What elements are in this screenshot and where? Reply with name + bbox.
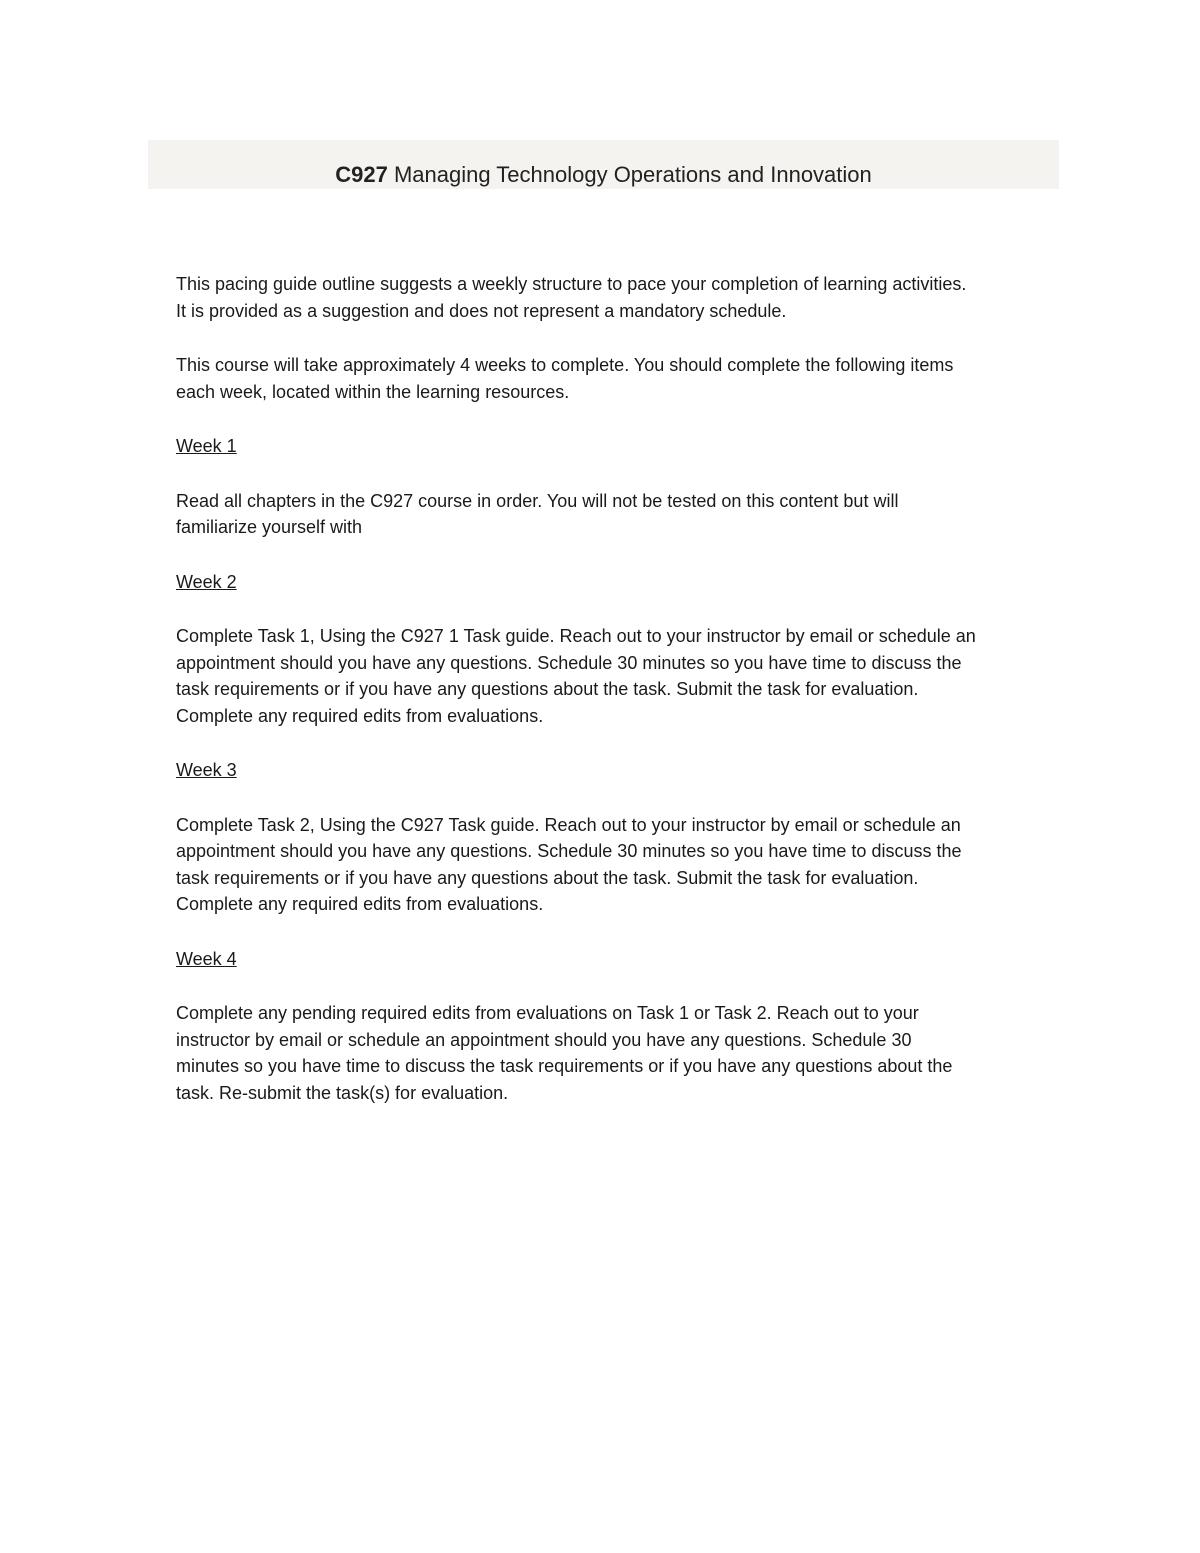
intro-paragraph-1 bbox=[176, 271, 1056, 324]
text-line: Complete any pending required edits from evaluations on Task 1 or Task 2. Reach out to your bbox=[176, 1003, 919, 1023]
week-3-heading: Week 3 bbox=[176, 760, 237, 780]
week-3-text bbox=[176, 812, 1056, 918]
text-line: It is provided as a suggestion and does not represent a mandatory schedule. bbox=[176, 300, 787, 321]
text-line: instructor by email or schedule an appointment should you have any questions. Schedule 30 bbox=[176, 1029, 912, 1050]
week-4-text bbox=[176, 1000, 1056, 1106]
text-line: each week, located within the learning resources. bbox=[176, 381, 570, 402]
course-name: Managing Technology Operations and Innovation bbox=[387, 162, 872, 187]
course-code: C927 bbox=[335, 162, 388, 187]
week-2-text bbox=[176, 623, 1056, 729]
week-4-heading: Week 4 bbox=[176, 948, 237, 969]
text-line: Complete any required edits from evaluations. bbox=[176, 705, 544, 726]
text-line: appointment should you have any questions. Schedule 30 minutes so you have time to discuss the bbox=[176, 841, 962, 861]
text-line: This course will take approximately 4 weeks to complete. You should complete the following items bbox=[176, 355, 954, 375]
text-line: task. Re-submit the task(s) for evaluation. bbox=[176, 1082, 509, 1103]
text-line: task requirements or if you have any questions about the task. Submit the task for evaluation. bbox=[176, 679, 919, 699]
page-title bbox=[148, 160, 1059, 190]
week-1-heading: Week 1 bbox=[176, 436, 237, 456]
text-line: minutes so you have time to discuss the task requirements or if you have any questions about the bbox=[176, 1056, 953, 1076]
week-1-text bbox=[176, 488, 1056, 541]
text-line: Complete any required edits from evaluations. bbox=[176, 894, 544, 914]
text-line: Complete Task 2, Using the C927 Task guide. Reach out to your instructor by email or schedule an bbox=[176, 814, 961, 835]
title-banner bbox=[148, 140, 1059, 189]
week-2-heading: Week 2 bbox=[176, 571, 237, 592]
document-body bbox=[176, 271, 1056, 1106]
text-line: task requirements or if you have any questions about the task. Submit the task for evaluation. bbox=[176, 867, 919, 888]
text-line: Complete Task 1, Using the C927 1 Task guide. Reach out to your instructor by email or schedule an bbox=[176, 626, 976, 646]
text-line: appointment should you have any questions. Schedule 30 minutes so you have time to discuss the bbox=[176, 652, 962, 673]
text-line: Read all chapters in the C927 course in order. You will not be tested on this content but will bbox=[176, 490, 899, 511]
text-line: This pacing guide outline suggests a weekly structure to pace your completion of learning activities. bbox=[176, 274, 967, 294]
text-line: familiarize yourself with bbox=[176, 517, 363, 537]
intro-paragraph-2 bbox=[176, 352, 1056, 405]
